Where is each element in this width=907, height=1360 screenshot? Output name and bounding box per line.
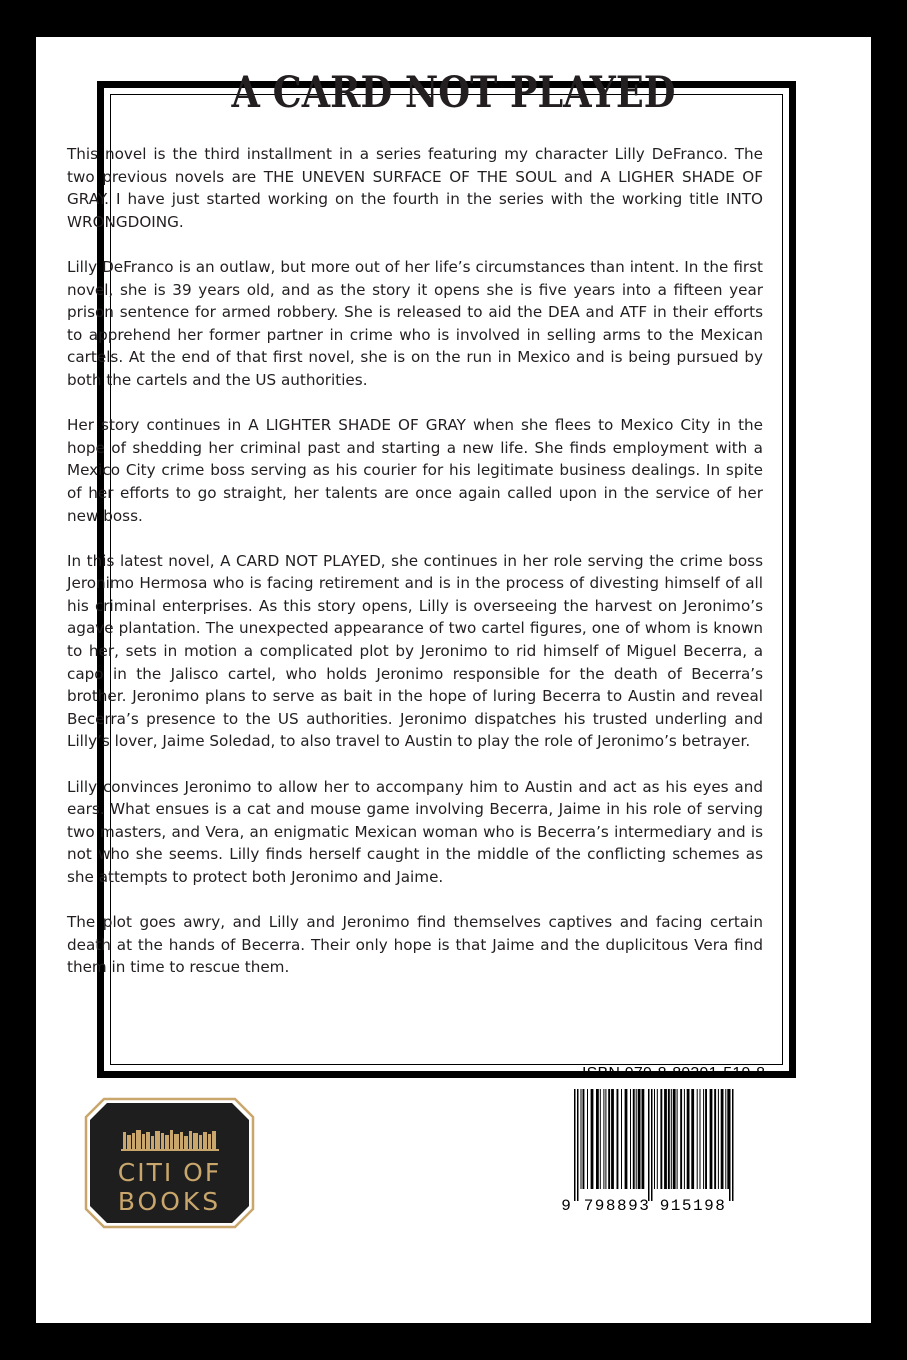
barcode-bar xyxy=(574,1089,576,1201)
barcode-bar xyxy=(625,1089,628,1189)
barcode-bar xyxy=(732,1089,734,1201)
paragraph-6: The plot goes awry, and Lilly and Jeronimo find themselves captives and facing certain death at the hands of Becerra. Their only hope is that Jaime and the duplicitous Vera find them in time to rescue them. xyxy=(67,913,763,977)
barcode-bar xyxy=(642,1089,645,1189)
barcode-bar xyxy=(577,1089,579,1201)
barcode-bar xyxy=(703,1089,704,1189)
barcode-digits-left: 798893 xyxy=(583,1197,651,1214)
barcode-bar xyxy=(621,1089,622,1189)
barcode-bar xyxy=(617,1089,619,1189)
paragraph-5: Lilly convinces Jeronimo to allow her to accompany him to Austin and act as his eyes and ears. What ensues is a cat and mouse game involving Becerra, Jaime in his role of serving two masters, and Vera, an enigmatic Mexican woman who is Becerra’s intermediary and is not who she seems. Lilly finds herself caught in the middle of the conflicting schemes as she attempts to protect both Jeronimo and Jaime. xyxy=(67,777,763,886)
barcode-bar xyxy=(583,1089,585,1189)
barcode-bar xyxy=(596,1089,599,1189)
barcode-bar xyxy=(591,1089,594,1189)
barcode-bar xyxy=(710,1089,713,1189)
barcode-bar xyxy=(697,1089,698,1189)
paragraph-2: Lilly DeFranco is an outlaw, but more out of her life’s circumstances than intent. In the first novel, she is 39 years old, and as the story it opens she is five years into a fifteen year prison sentence for armed robbery. She is released to aid the DEA and ATF in their efforts to apprehend her former partner in crime who is involved in selling arms to the Mexican cartels. At the end of that first novel, she is on the run in Mexico and is being pursued by both the cartels and the US authorities. xyxy=(67,257,763,389)
paragraph-4: In this latest novel, A CARD NOT PLAYED, she continues in her role serving the crime boss Jeronimo Hermosa who is facing retirement and is in the process of divesting himself of all his criminal enterprises. As this story opens, Lilly is overseeing the harvest on Jeronimo’s agave plantation. The unexpected appearance of two cartel figures, one of whom is known to her, sets in motion a complicated plot by Jeronimo to rid himself of Miguel Becerra, a capo in the Jalisco cartel, who holds Jeronimo responsible for the death of Becerra’s brother. Jeronimo plans to serve as bait in the hope of luring Becerra to Austin and reveal Becerra’s presence to the US authorities. Jeronimo dispatches his trusted underling and Lilly’s lover, Jaime Soledad, to also travel to Austin to play the role of Jeronimo’s betrayer. xyxy=(67,551,763,751)
publisher-logo xyxy=(82,1093,257,1233)
barcode-bar xyxy=(605,1089,606,1189)
barcode-bar xyxy=(729,1089,731,1201)
logo-line-1: CITI OF xyxy=(117,1158,222,1187)
paragraph-1: This novel is the third installment in a series featuring my character Lilly DeFranco. The two previous novels are THE UNEVEN SURFACE OF THE SOUL and A LIGHER SHADE OF GRAY. I have just started working on the fourth in the series with the working title INTO WRONGDOING. xyxy=(67,145,763,231)
barcode-bar xyxy=(705,1089,707,1189)
barcode-bar xyxy=(673,1089,676,1189)
barcode-bar xyxy=(677,1089,678,1189)
barcode-bar xyxy=(691,1089,694,1189)
barcode-digit-lead: 9 xyxy=(561,1197,571,1214)
barcode xyxy=(560,1087,740,1214)
barcode-bar xyxy=(611,1089,614,1189)
logo-line-2: BOOKS xyxy=(117,1187,222,1216)
paragraph-3: Her story continues in A LIGHTER SHADE OF GRAY when she flees to Mexico City in the hope of shedding her criminal past and starting a new life. She finds employment with a Mexico City crime boss serving as his courier for his legitimate business dealings. In spite of her efforts to go straight, her talents are once again called upon in the service of her new boss. xyxy=(67,416,763,525)
barcode-bar xyxy=(700,1089,701,1189)
barcode-bar xyxy=(668,1089,670,1189)
barcode-bar xyxy=(664,1089,667,1189)
barcode-bar xyxy=(657,1089,658,1189)
barcode-bar xyxy=(603,1089,604,1189)
barcode-bar xyxy=(687,1089,690,1189)
barcode-bar xyxy=(581,1089,582,1189)
barcode-bar xyxy=(680,1089,682,1189)
barcode-bar xyxy=(648,1089,650,1201)
barcode-bar xyxy=(587,1089,588,1189)
barcode-bar xyxy=(660,1089,662,1189)
barcode-bar xyxy=(718,1089,719,1189)
barcode-bar xyxy=(654,1089,655,1189)
barcode-bar xyxy=(600,1089,601,1189)
barcode-digits-right: 915198 xyxy=(659,1197,727,1214)
barcode-bar xyxy=(651,1089,653,1201)
barcode-bar xyxy=(721,1089,724,1189)
barcode-bar xyxy=(725,1089,726,1189)
barcode-bar xyxy=(630,1089,631,1189)
barcode-bar xyxy=(727,1089,729,1189)
barcode-bar xyxy=(638,1089,641,1189)
isbn-label: ISBN 979-8-89391-519-8 xyxy=(582,1065,766,1082)
barcode-bar xyxy=(633,1089,635,1189)
barcode-bar xyxy=(671,1089,672,1189)
barcode-bar xyxy=(684,1089,685,1189)
barcode-bar xyxy=(608,1089,610,1189)
barcode-bar xyxy=(636,1089,637,1189)
synopsis-text xyxy=(67,143,763,1002)
book-title: A CARD NOT PLAYED xyxy=(231,68,676,118)
barcode-bar xyxy=(714,1089,716,1189)
